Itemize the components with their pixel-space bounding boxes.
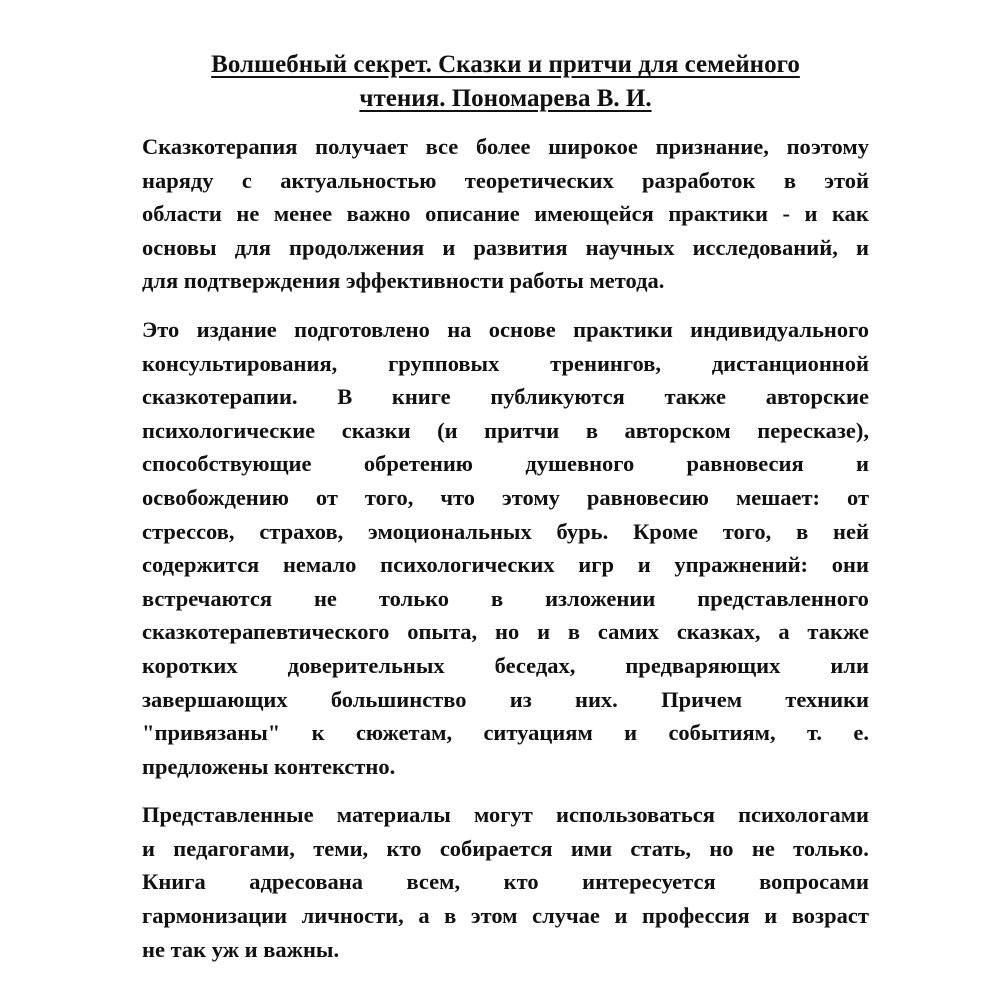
paragraph-2: [142, 313, 869, 783]
text-line: Книга адресована всем, кто интересуется вопросами: [142, 869, 869, 895]
text-line-last: предложены контекстно.: [142, 753, 396, 779]
text-line: способствующие обретению душевного равновесия и: [142, 451, 869, 477]
text-line: освобождению от того, что этому равновесию мешает: от: [142, 484, 869, 510]
text-line-last: для подтверждения эффективности работы метода.: [142, 268, 665, 294]
title-line-1: Волшебный секрет. Сказки и притчи для семейного: [211, 51, 800, 78]
text-line: Сказкотерапия получает все более широкое признание, поэтому: [142, 134, 869, 159]
text-line: психологические сказки (и притчи в авторском пересказе),: [142, 417, 869, 443]
text-line: коротких доверительных беседах, предваряющих или: [142, 652, 869, 678]
text-line: стрессов, страхов, эмоциональных бурь. Кроме того, в ней: [142, 518, 869, 544]
text-line: области не менее важно описание имеющейся практики - и как: [142, 201, 869, 227]
title-line-2: чтения. Пономарева В. И.: [359, 85, 652, 112]
text-line: сказкотерапевтического опыта, но и в самих сказках, а также: [142, 619, 869, 645]
text-line: основы для продолжения и развития научных исследований, и: [142, 234, 869, 260]
paragraph-1: [142, 130, 869, 298]
text-line: наряду с актуальностью теоретических разработок в этой: [142, 167, 869, 193]
text-line: содержится немало психологических игр и упражнений: они: [142, 552, 869, 578]
text-line: и педагогами, теми, кто собирается ими стать, но не только.: [142, 835, 869, 861]
text-line: Это издание подготовлено на основе практики индивидуального: [142, 316, 869, 342]
book-description: [142, 48, 869, 981]
text-line: консультирования, групповых тренингов, дистанционной: [142, 350, 869, 376]
paragraph-3: [142, 798, 869, 966]
page-title: [142, 48, 869, 116]
text-line: завершающих большинство из них. Причем техники: [142, 686, 869, 712]
text-line: "привязаны" к сюжетам, ситуациям и событиям, т. е.: [142, 720, 869, 746]
text-line: сказкотерапии. В книге публикуются также авторские: [142, 384, 869, 410]
text-line: Представленные материалы могут использоваться психологами: [142, 802, 869, 828]
text-line-last: не так уж и важны.: [142, 936, 340, 962]
text-line: встречаются не только в изложении представленного: [142, 585, 869, 611]
text-line: гармонизации личности, а в этом случае и профессия и возраст: [142, 903, 869, 929]
